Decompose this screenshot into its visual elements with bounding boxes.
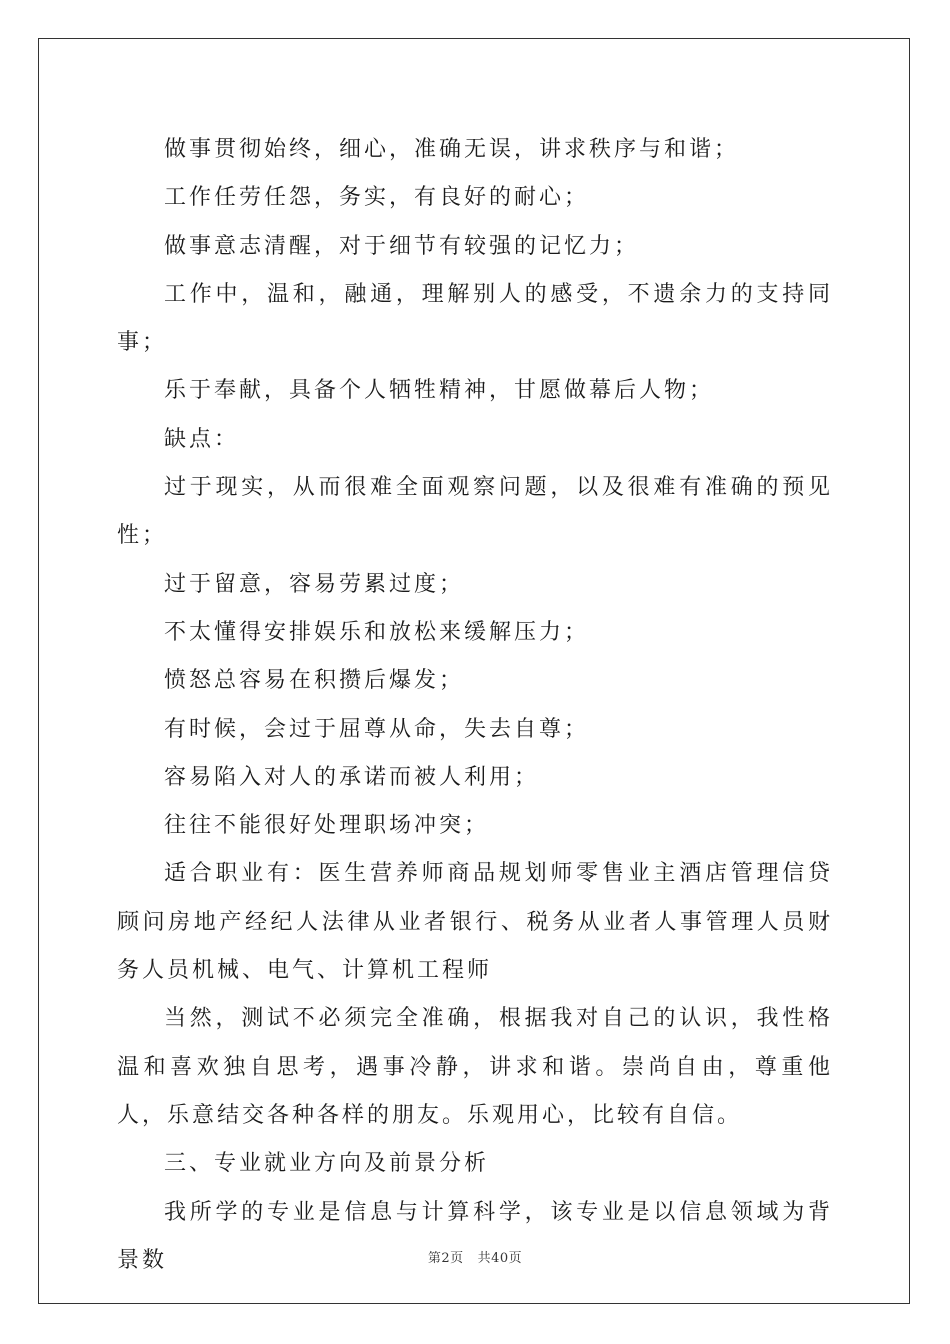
paragraph: 乐于奉献，具备个人牺牲精神，甘愿做幕后人物；	[164, 378, 715, 404]
document-body	[117, 126, 833, 1285]
paragraph: 做事贯彻始终，细心，准确无误，讲求秩序与和谐；	[164, 137, 740, 162]
paragraph: 容易陷入对人的承诺而被人利用；	[164, 764, 540, 790]
paragraph: 往往不能很好处理职场冲突；	[164, 813, 490, 839]
paragraph: 当然，测试不必须完全准确，根据我对自己的认识，我性格温和喜欢独自思考，遇事冷静，讲求和谐。崇尚自由，尊重他人，乐意结交各种各样的朋友。乐观用心，比较有自信。	[117, 1006, 833, 1128]
paragraph: 有时候，会过于屈尊从命，失去自尊；	[164, 716, 590, 742]
paragraph: 做事意志清醒，对于细节有较强的记忆力；	[164, 233, 640, 259]
paragraph: 愤怒总容易在积攒后爆发；	[164, 668, 465, 694]
paragraph: 工作任劳任怨，务实，有良好的耐心；	[164, 185, 590, 211]
paragraph: 不太懂得安排娱乐和放松来缓解压力；	[164, 619, 590, 645]
suitable-careers-paragraph: 适合职业有：医生营养师商品规划师零售业主酒店管理信贷顾问房地产经纪人法律从业者银行、税务从业者人事管理人员财务人员机械、电气、计算机工程师	[117, 861, 833, 984]
page-footer	[0, 1247, 950, 1266]
paragraph: 过于留意，容易劳累过度；	[164, 571, 465, 597]
paragraph: 过于现实，从而很难全面观察问题，以及很难有准确的预见性；	[117, 475, 833, 549]
page-number: 第2页	[427, 1251, 464, 1266]
paragraph: 工作中，温和，融通，理解别人的感受，不遗余力的支持同事；	[117, 281, 833, 356]
paragraph: 我所学的专业是信息与计算科学，该专业是以信息领域为背景数	[117, 1199, 833, 1273]
page-total: 共40页	[477, 1251, 523, 1266]
section-label-weaknesses: 缺点：	[164, 426, 240, 452]
section-heading: 三、专业就业方向及前景分析	[164, 1151, 490, 1177]
